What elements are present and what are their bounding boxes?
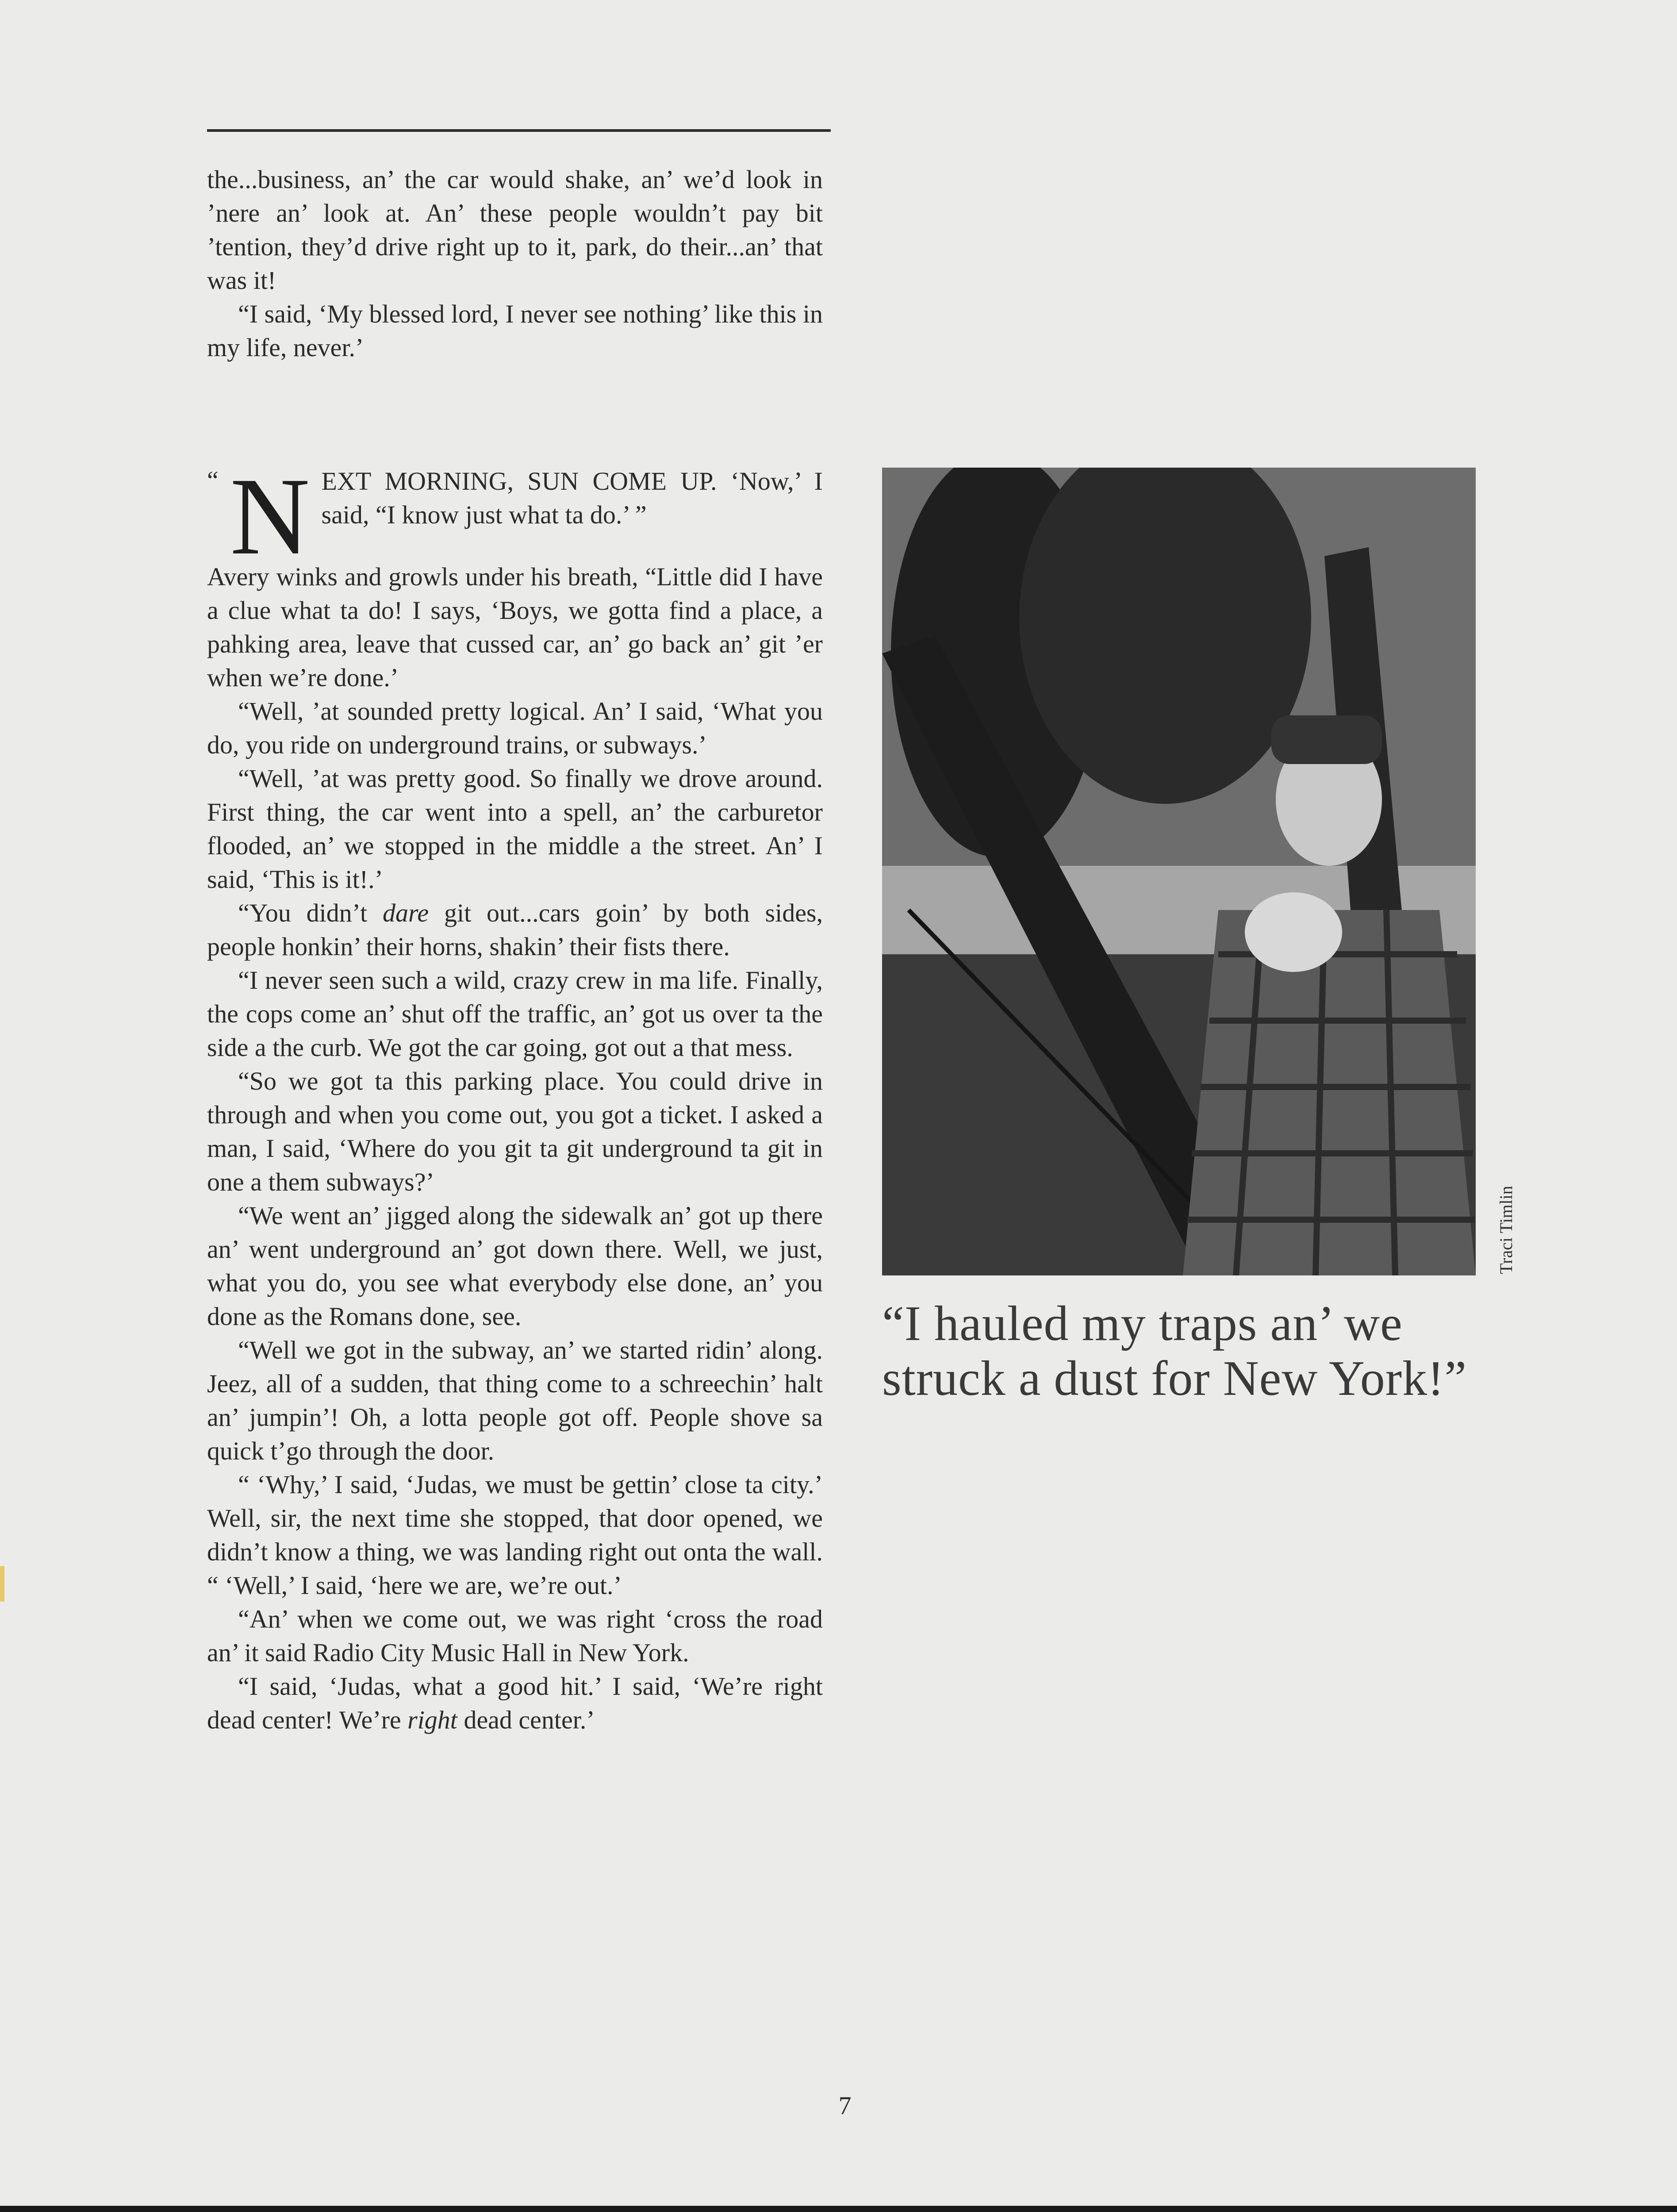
paragraph: “ ‘Why,’ I said, ‘Judas, we must be gettin’ close ta city.’ Well, sir, the next time she stopped, that door opened, we didn’t know a thing, we was landing right out onta the wall. “ ‘Well,’ I said, ‘here we are, we’re out.’: [207, 1470, 823, 1600]
page-edge-mark: [0, 1566, 4, 1601]
paragraph: “Well, ’at sounded pretty logical. An’ I said, ‘What you do, you ride on underground trains, or subways.’: [207, 697, 823, 759]
drop-cap: N: [230, 455, 310, 578]
paragraph: “I said, ‘My blessed lord, I never see nothing’ like this in my life, never.’: [207, 300, 823, 362]
top-text-block: [207, 163, 823, 365]
paragraph: the...business, an’ the car would shake, an’ we’d look in ’nere an’ look at. An’ these people wouldn’t pay bit ’tention, they’d drive right up to it, park, do their...an’ that was it!: [207, 165, 823, 295]
photo-fisherman-smiling: [882, 468, 1476, 1275]
paragraph: “I never seen such a wild, crazy crew in ma life. Finally, the cops come an’ shut off the traffic, an’ got us over ta the side a the curb. We got the car going, got out a that mess.: [207, 966, 823, 1062]
scan-bottom-edge: [0, 2206, 1677, 2212]
paragraph: “I said, ‘Judas, what a good hit.’ I said, ‘We’re right dead center! We’re right dead center.’: [207, 1672, 823, 1734]
photo-illustration: [882, 468, 1476, 1275]
paragraph: Avery winks and growls under his breath, “Little did I have a clue what ta do! I says, ‘Boys, we gotta find a place, a pahking area, leave that cussed car, an’ go back an’ git ’er when we’re done.’: [207, 562, 823, 692]
paragraph: “Well, ’at was pretty good. So finally we drove around. First thing, the car went into a spell, an’ the carburetor flooded, an’ we stopped in the middle a the street. An’ I said, ‘This is it!.’: [207, 764, 823, 894]
section-opening: [207, 455, 823, 578]
paragraph: “So we got ta this parking place. You could drive in through and when you come out, you got a ticket. I asked a man, I said, ‘Where do you git ta git underground ta git in one a them subways?’: [207, 1067, 823, 1196]
paragraph: “We went an’ jigged along the sidewalk an’ got up there an’ went underground an’ got down there. Well, we just, what you do, you see what everybody else done, an’ you done as the Romans done, see.: [207, 1201, 823, 1331]
paragraph: “Well we got in the subway, an’ we started ridin’ along. Jeez, all of a sudden, that thing come to a schreechin’ halt an’ jumpin’! Oh, a lotta people got off. People shove sa quick t’go through the door.: [207, 1336, 823, 1465]
pull-quote: “I hauled my traps an’ we struck a dust for New York!”: [882, 1296, 1467, 1406]
top-rule: [207, 129, 831, 132]
lead-in-caps: EXT MORNING, SUN COME UP.: [321, 467, 717, 495]
lead-in-rest: ‘Now,’ I said, “I know just what ta do.’ ”: [321, 467, 823, 529]
photo-credit: Traci Timlin: [1496, 1186, 1516, 1274]
page-number: 7: [838, 2091, 852, 2120]
paragraph: “You didn’t dare git out...cars goin’ by both sides, people honkin’ their horns, shakin’ their fists there.: [207, 899, 823, 961]
opening-quote-mark: “: [207, 466, 219, 495]
main-text-block: [207, 455, 823, 1737]
paragraph: “An’ when we come out, we was right ‘cross the road an’ it said Radio City Music Hall in New York.: [207, 1605, 823, 1667]
